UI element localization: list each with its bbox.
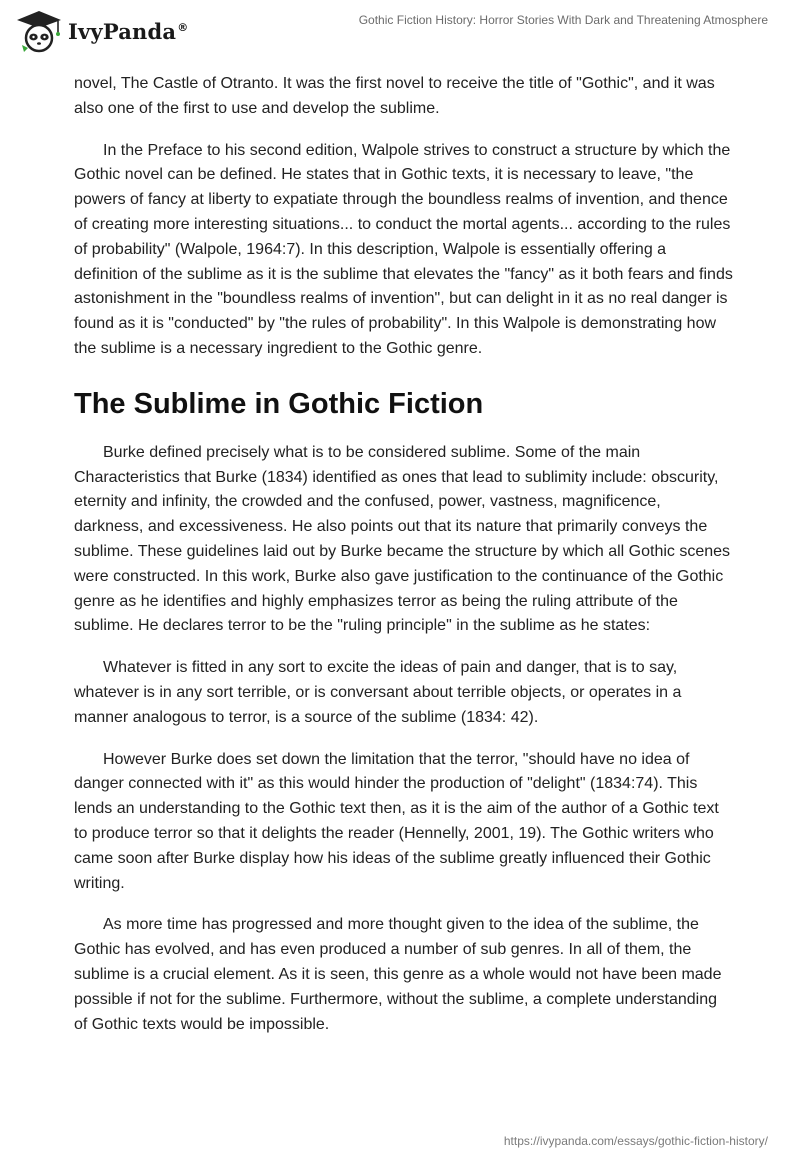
paragraph-quote: Whatever is fitted in any sort to excite the ideas of pain and danger, that is to say, whatever is in any sort terrible, or is conversant about terrible objects, or operates in a manner analogous to terror, is a source of the sublime (1834: 42). — [74, 659, 682, 726]
paragraph-limitation: However Burke does set down the limitation that the terror, "should have no idea of danger connected with it" as this would hinder the production of "delight" (1834:74). This lends an understanding to the Gothic text then, as it is the aim of the author of a Gothic text to produce terror so that it delights the reader (Hennelly, 2001, 19). The Gothic writers who came soon after Burke display how his ideas of the sublime greatly influenced their Gothic writing. — [74, 750, 719, 892]
paragraph-intro: novel, The Castle of Otranto. It was the first novel to receive the title of "Gothic", and it was also one of the first to use and develop the sublime. — [74, 75, 715, 117]
ivypanda-logo[interactable] — [14, 9, 188, 53]
paragraph-preface: In the Preface to his second edition, Walpole strives to construct a structure by which the Gothic novel can be defined. He states that in Gothic texts, it is necessary to leave, "the powers of fancy at liberty to expatiate through the boundless realms of invention, and thence of creating more interesting situations... to conduct the mortal agents... according to the rules of probability" (Walpole, 1964:7). In this description, Walpole is essentially offering a definition of the sublime as it is the sublime that elevates the "fancy" as it both fears and finds astonishment in the "boundless realms of invention", but can delight in it as no real danger is found as it is "conducted" by "the rules of probability". In this Walpole is demonstrating how the sublime is a necessary ingredient to the Gothic genre. — [74, 141, 733, 357]
essay-body — [74, 72, 734, 1054]
logo-wordmark: IvyPanda® — [68, 18, 189, 44]
document-title: Gothic Fiction History: Horror Stories With Dark and Threatening Atmosphere — [358, 13, 768, 27]
panda-graduate-icon — [14, 9, 64, 53]
source-url-link[interactable]: https://ivypanda.com/essays/gothic-fiction-history/ — [503, 1134, 768, 1148]
section-heading: The Sublime in Gothic Fiction — [74, 387, 484, 420]
paragraph-conclusion: As more time has progressed and more thought given to the idea of the sublime, the Gothic has evolved, and has even produced a number of sub genres. In all of them, the sublime is a crucial element. As it is seen, this genre as a whole would not have been made possible if not for the sublime. Furthermore, without the sublime, a complete understanding of Gothic texts would be impossible. — [74, 916, 722, 1033]
paragraph-burke: Burke defined precisely what is to be considered sublime. Some of the main Characteristics that Burke (1834) identified as ones that lead to sublimity include: obscurity, eternity and infinity, the crowded and the confused, power, vastness, magnificence, darkness, and excessiveness. He also points out that its nature that primarily conveys the sublime. These guidelines laid out by Burke became the structure by which all Gothic scenes were constructed. In this work, Burke also gave justification to the continuance of the Gothic genre as he identifies and highly emphasizes terror as being the ruling attribute of the sublime. He declares terror to be the "ruling principle" in the sublime as he states: — [74, 443, 731, 635]
page-header — [0, 0, 800, 64]
